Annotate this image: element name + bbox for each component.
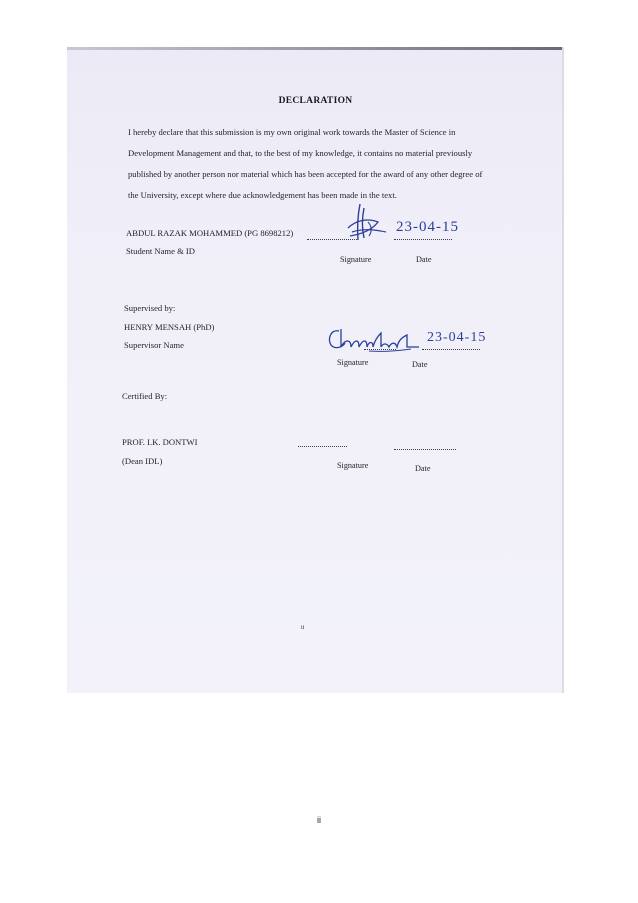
certified-by-label: Certified By: [122,391,168,401]
scanned-declaration-page [67,47,564,693]
supervisor-signature-mark [325,325,425,355]
declaration-line-4: the University, except where due acknowledgement has been made in the text. [128,190,397,200]
supervised-by-label: Supervised by: [124,303,176,313]
supervisor-date-caption: Date [412,360,428,369]
certifier-name: PROF. I.K. DONTWI [122,437,198,447]
page-number: ii [317,815,321,825]
student-date-caption: Date [416,255,432,264]
student-role-label: Student Name & ID [126,246,195,256]
declaration-line-1: I hereby declare that this submission is my own original work towards the Master of Science in [128,127,456,137]
student-signature-mark [342,202,392,247]
supervisor-role-label: Supervisor Name [124,340,184,350]
supervisor-signature-line [364,349,396,350]
certifier-date-line [394,449,456,450]
student-name: ABDUL RAZAK MOHAMMED (PG 8698212) [126,228,294,238]
declaration-line-3: published by another person nor material which has been accepted for the award of any other degree of [128,169,483,179]
scan-top-edge [67,47,564,50]
supervisor-signature-caption: Signature [337,358,369,367]
declaration-heading: DECLARATION [278,96,353,106]
student-date-line [394,239,452,240]
declaration-line-2: Development Management and that, to the best of my knowledge, it contains no material previously [128,148,473,158]
certifier-signature-caption: Signature [337,461,369,470]
student-handwritten-date: 23-04-15 [396,219,459,235]
supervisor-handwritten-date: 23-04-15 [427,330,487,345]
supervisor-date-line [422,349,480,350]
scan-right-edge [562,47,564,693]
student-signature-caption: Signature [340,255,372,264]
certifier-role-label: (Dean IDL) [122,456,163,466]
supervisor-name: HENRY MENSAH (PhD) [124,322,215,332]
certifier-signature-line [298,446,347,447]
certifier-date-caption: Date [415,464,431,473]
scan-page-number: ii [301,625,305,631]
